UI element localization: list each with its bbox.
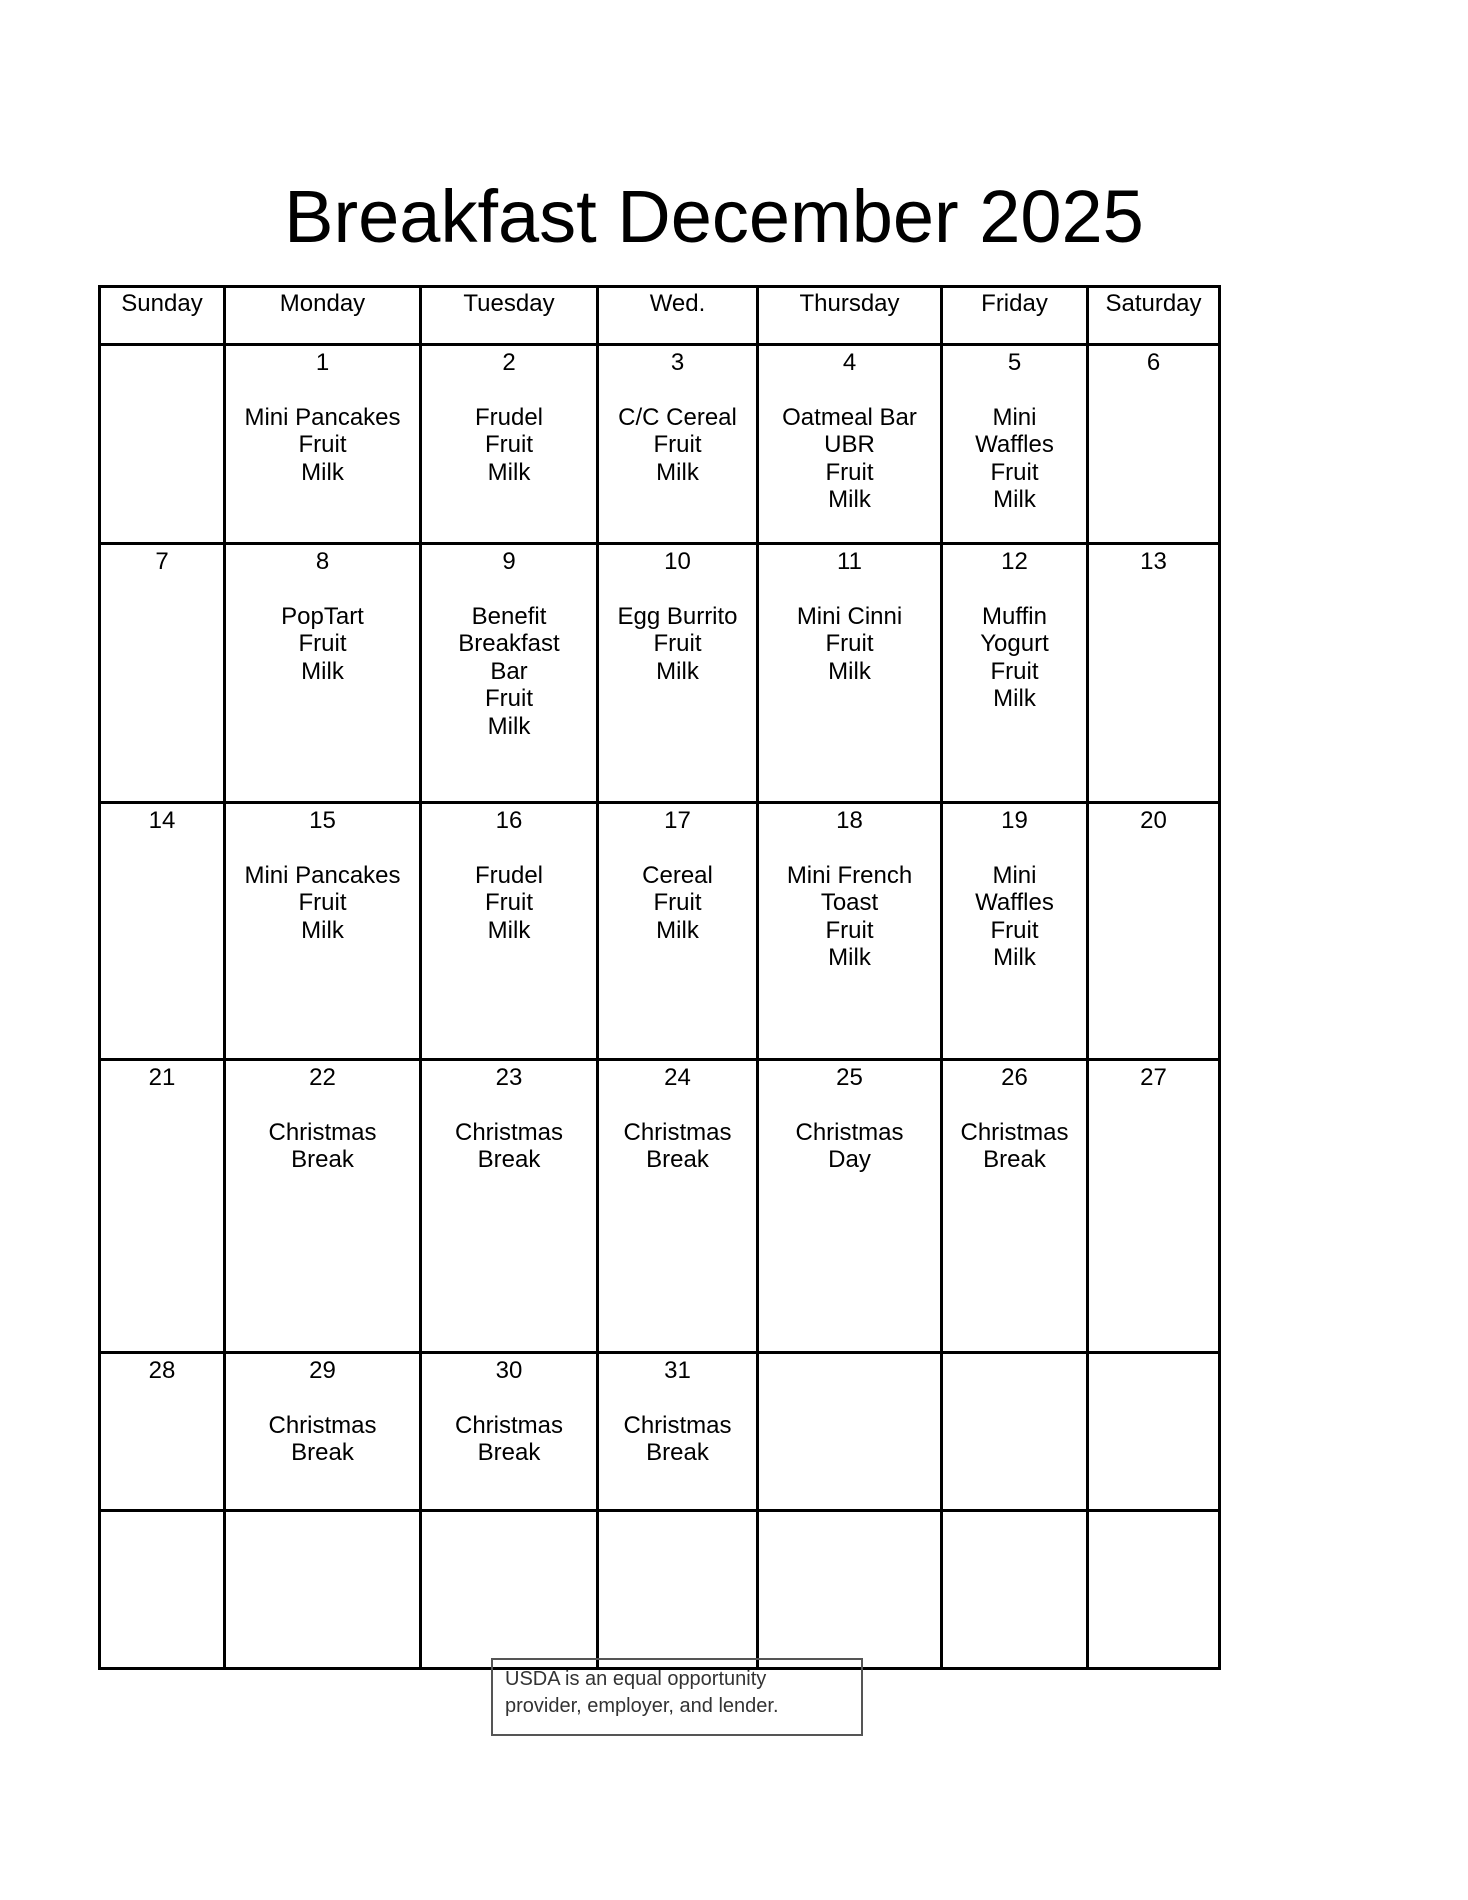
day-number	[1089, 1512, 1218, 1515]
menu-item: Milk	[828, 657, 871, 685]
menu-list	[599, 862, 756, 945]
day-cell	[225, 345, 421, 544]
day-number: 23	[495, 1064, 523, 1091]
day-number: 31	[664, 1357, 691, 1384]
day-number: 15	[309, 807, 336, 834]
day-cell	[225, 803, 421, 1060]
day-cell	[225, 1060, 421, 1353]
day-cell	[100, 345, 225, 544]
menu-item: Christmas	[623, 1411, 732, 1439]
menu-list	[759, 1119, 940, 1174]
day-cell	[758, 1353, 942, 1511]
menu-item: Christmas	[795, 1118, 904, 1146]
menu-item: UBR	[824, 431, 875, 458]
day-number: 30	[495, 1357, 523, 1384]
menu-item: Milk	[301, 657, 344, 685]
menu-list	[422, 1412, 596, 1467]
menu-list	[226, 404, 419, 487]
day-cell	[942, 803, 1088, 1060]
menu-item: Mini	[992, 861, 1037, 889]
menu-item: Milk	[993, 944, 1036, 971]
day-number	[759, 1354, 940, 1357]
day-cell	[100, 803, 225, 1060]
menu-item: Cereal	[642, 861, 713, 889]
menu-list	[422, 603, 596, 741]
day-cell	[421, 1060, 598, 1353]
menu-item: Milk	[828, 944, 871, 971]
day-number	[1089, 1354, 1218, 1357]
menu-item: Fruit	[990, 916, 1039, 944]
menu-item: Break	[477, 1146, 541, 1173]
menu-item: Milk	[993, 486, 1036, 513]
week-row	[100, 345, 1220, 544]
day-number	[943, 1354, 1086, 1357]
menu-item: Mini Pancakes	[244, 861, 401, 889]
menu-item: Fruit	[653, 889, 702, 916]
day-cell	[225, 1511, 421, 1669]
day-cell	[1088, 345, 1220, 544]
menu-item: Break	[646, 1146, 709, 1173]
menu-item: Christmas	[960, 1118, 1069, 1146]
menu-item: Fruit	[825, 916, 874, 944]
menu-list	[226, 603, 419, 686]
day-number: 7	[155, 548, 169, 575]
menu-item: Muffin	[982, 602, 1047, 630]
menu-item: Break	[291, 1146, 354, 1173]
calendar-table	[98, 285, 1221, 1670]
menu-list	[422, 404, 596, 487]
menu-list	[599, 1119, 756, 1174]
day-number: 11	[837, 548, 862, 575]
page-title: Breakfast December 2025	[284, 175, 1144, 258]
menu-list	[943, 1119, 1086, 1174]
menu-item: PopTart	[281, 602, 364, 630]
day-number: 18	[836, 807, 863, 834]
day-number	[759, 1512, 940, 1515]
day-number	[943, 1512, 1086, 1515]
menu-item: Fruit	[825, 630, 874, 657]
day-number: 19	[1001, 807, 1028, 834]
day-cell	[598, 345, 758, 544]
day-number: 17	[664, 807, 691, 834]
day-cell	[758, 1060, 942, 1353]
menu-item: Frudel	[474, 403, 544, 431]
day-cell	[1088, 544, 1220, 803]
day-cell	[598, 1060, 758, 1353]
menu-item: C/C Cereal	[618, 403, 737, 431]
menu-list	[226, 1119, 419, 1174]
week-row	[100, 544, 1220, 803]
menu-list	[422, 862, 596, 945]
menu-item: Fruit	[298, 630, 347, 657]
menu-list	[226, 862, 419, 945]
menu-item: Christmas	[623, 1118, 732, 1146]
day-cell	[942, 1353, 1088, 1511]
day-cell	[225, 1353, 421, 1511]
menu-item: Mini Pancakes	[244, 403, 401, 431]
menu-item: Christmas	[268, 1411, 377, 1439]
day-cell	[421, 803, 598, 1060]
menu-item: Milk	[301, 458, 344, 486]
day-cell	[758, 544, 942, 803]
menu-item: Fruit	[298, 431, 347, 458]
menu-item: Milk	[487, 916, 531, 944]
day-number	[101, 346, 223, 349]
day-number: 29	[309, 1357, 336, 1384]
header-sunday: Sunday	[100, 287, 225, 345]
menu-item: Benefit	[471, 602, 547, 630]
day-number: 20	[1140, 807, 1167, 834]
menu-item: Waffles	[975, 431, 1054, 458]
menu-item: Milk	[656, 657, 699, 685]
menu-item: Milk	[301, 916, 344, 944]
day-number: 27	[1140, 1064, 1167, 1091]
week-row	[100, 1353, 1220, 1511]
menu-item: Christmas	[454, 1411, 563, 1439]
menu-item: Fruit	[485, 685, 533, 712]
menu-item: Christmas	[268, 1118, 377, 1146]
menu-item: Mini French	[786, 861, 913, 889]
menu-list	[943, 862, 1086, 972]
menu-item: Waffles	[975, 889, 1054, 916]
menu-item: Christmas	[454, 1118, 563, 1146]
menu-item: Fruit	[485, 889, 533, 916]
menu-item: Egg Burrito	[617, 602, 738, 630]
usda-notice-line-1: USDA is an equal opportunity	[505, 1668, 767, 1690]
day-number: 5	[1007, 349, 1022, 376]
menu-item: Yogurt	[980, 630, 1049, 657]
day-cell	[598, 1511, 758, 1669]
day-cell	[100, 1353, 225, 1511]
menu-item: Fruit	[653, 630, 702, 657]
menu-list	[226, 1412, 419, 1467]
menu-list	[599, 603, 756, 686]
day-cell	[421, 1353, 598, 1511]
menu-item: Fruit	[298, 889, 347, 916]
header-saturday: Saturday	[1088, 287, 1220, 345]
header-wednesday: Wed.	[598, 287, 758, 345]
day-number: 1	[315, 349, 330, 376]
menu-item: Bar	[490, 657, 528, 685]
day-number: 2	[502, 349, 516, 376]
menu-list	[759, 862, 940, 972]
menu-list	[943, 404, 1086, 514]
menu-item: Break	[477, 1439, 541, 1466]
menu-list	[759, 404, 940, 514]
header-tuesday: Tuesday	[421, 287, 598, 345]
day-number	[422, 1512, 596, 1515]
menu-item: Milk	[487, 458, 531, 486]
day-cell	[100, 544, 225, 803]
menu-item: Day	[828, 1146, 871, 1173]
menu-item: Fruit	[485, 431, 533, 458]
day-number: 10	[664, 548, 691, 575]
menu-item: Fruit	[653, 431, 702, 458]
day-number: 22	[309, 1064, 336, 1091]
week-row	[100, 1060, 1220, 1353]
menu-item: Frudel	[474, 861, 544, 889]
week-row	[100, 803, 1220, 1060]
day-cell	[758, 1511, 942, 1669]
day-number: 13	[1140, 548, 1167, 575]
day-cell	[942, 1060, 1088, 1353]
menu-item: Milk	[487, 712, 531, 740]
day-cell	[758, 345, 942, 544]
header-thursday: Thursday	[758, 287, 942, 345]
day-cell	[1088, 1353, 1220, 1511]
day-cell	[421, 544, 598, 803]
menu-item: Fruit	[825, 458, 874, 486]
usda-notice	[491, 1658, 863, 1736]
day-cell	[1088, 1511, 1220, 1669]
day-number: 3	[670, 349, 685, 376]
menu-item: Fruit	[990, 458, 1039, 486]
day-cell	[100, 1060, 225, 1353]
header-monday: Monday	[225, 287, 421, 345]
week-row	[100, 1511, 1220, 1669]
day-cell	[421, 345, 598, 544]
menu-item: Milk	[993, 685, 1036, 712]
day-cell	[1088, 1060, 1220, 1353]
menu-item: Milk	[656, 458, 699, 486]
menu-item: Toast	[820, 889, 879, 916]
day-cell	[758, 803, 942, 1060]
menu-item: Break	[983, 1146, 1046, 1173]
day-cell	[942, 1511, 1088, 1669]
menu-list	[943, 603, 1086, 713]
day-number: 9	[502, 548, 516, 575]
day-cell	[942, 345, 1088, 544]
usda-notice-line-2: provider, employer, and lender.	[505, 1695, 779, 1717]
menu-item: Break	[646, 1439, 709, 1466]
day-number: 25	[836, 1064, 863, 1091]
day-cell	[598, 544, 758, 803]
menu-item: Mini	[992, 403, 1037, 431]
menu-item: Milk	[656, 916, 699, 944]
day-number: 8	[315, 548, 330, 575]
menu-item: Oatmeal Bar	[782, 403, 917, 431]
menu-item: Milk	[828, 486, 871, 513]
day-cell	[1088, 803, 1220, 1060]
day-cell	[225, 544, 421, 803]
day-number	[599, 1512, 756, 1515]
day-cell	[942, 544, 1088, 803]
menu-item: Break	[291, 1439, 354, 1466]
day-number: 14	[148, 807, 176, 834]
day-cell	[598, 803, 758, 1060]
menu-item: Breakfast	[458, 630, 560, 657]
menu-item: Mini Cinni	[796, 602, 903, 630]
day-number: 26	[1001, 1064, 1028, 1091]
header-row	[100, 287, 1220, 345]
day-number: 6	[1146, 349, 1161, 376]
day-number: 21	[148, 1064, 176, 1091]
day-cell	[598, 1353, 758, 1511]
menu-list	[599, 404, 756, 487]
day-number: 4	[842, 349, 857, 376]
day-number	[101, 1512, 223, 1515]
day-number: 12	[1001, 548, 1028, 575]
day-cell	[421, 1511, 598, 1669]
menu-list	[422, 1119, 596, 1174]
menu-list	[759, 603, 940, 686]
day-number: 16	[495, 807, 523, 834]
day-number: 24	[664, 1064, 691, 1091]
day-cell	[100, 1511, 225, 1669]
day-number: 28	[148, 1357, 176, 1384]
header-friday: Friday	[942, 287, 1088, 345]
menu-list	[599, 1412, 756, 1467]
day-number	[226, 1512, 419, 1515]
menu-item: Fruit	[990, 657, 1039, 685]
